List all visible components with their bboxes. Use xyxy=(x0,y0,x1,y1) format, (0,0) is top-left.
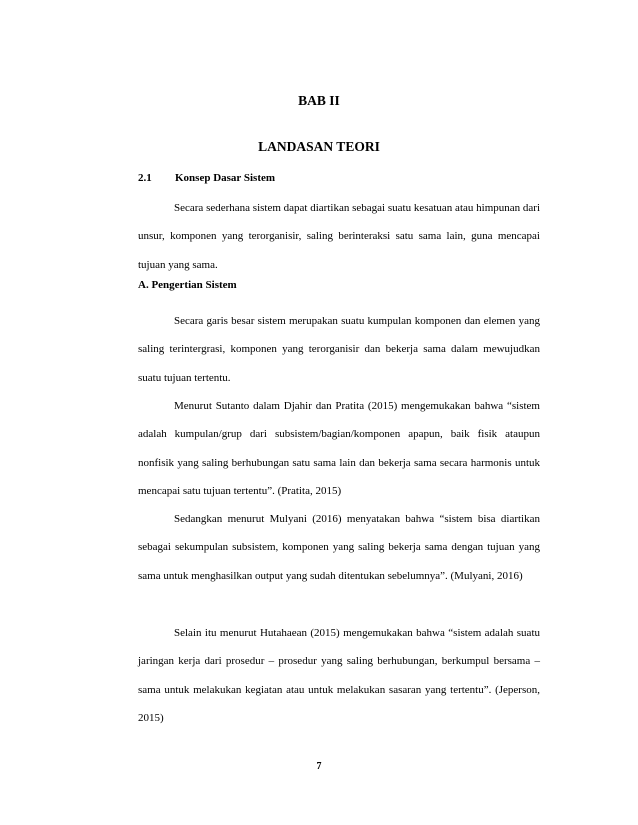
body-paragraph-1: Secara garis besar sistem merupakan suatu kumpulan komponen dan elemen yang saling terintergrasi, komponen yang terorganisir dan bekerja sama dalam mewujudkan suatu tujuan tertentu. xyxy=(138,315,540,384)
section-title: Konsep Dasar Sistem xyxy=(175,172,276,184)
subsection-heading: A. Pengertian Sistem xyxy=(138,279,237,291)
body-paragraph-3: Sedangkan menurut Mulyani (2016) menyatakan bahwa “sistem bisa diartikan sebagai sekumpulan subsistem, komponen yang saling bekerja sama dengan tujuan yang sama untuk menghasilkan output yang sudah ditentukan sebelumnya”. (Mulyani, 2016) xyxy=(138,513,540,582)
body-paragraph-2: Menurut Sutanto dalam Djahir dan Pratita (2015) mengemukakan bahwa “sistem adalah kumpulan/grup dari subsistem/bagian/komponen apapun, baik fisik ataupun nonfisik yang saling berhubungan satu sama lain dan bekerja sama secara harmonis untuk mencapai satu tujuan tertentu”. (Pratita, 2015) xyxy=(138,400,540,498)
section-heading xyxy=(138,172,275,184)
chapter-title: LANDASAN TEORI xyxy=(258,139,380,154)
section-intro-paragraph: Secara sederhana sistem dapat diartikan sebagai suatu kesatuan atau himpunan dari unsur, komponen yang terorganisir, saling berinteraksi satu sama lain, guna mencapai tujuan yang sama. xyxy=(138,202,540,271)
body-paragraph-4: Selain itu menurut Hutahaean (2015) mengemukakan bahwa “sistem adalah suatu jaringan kerja dari prosedur – prosedur yang saling berhubungan, berkumpul bersama – sama untuk melakukan kegiatan atau untuk melakukan sasaran yang tertentu”. (Jeperson, 2015) xyxy=(138,627,540,725)
chapter-label: BAB II xyxy=(298,93,340,108)
section-number: 2.1 xyxy=(138,172,152,184)
page-number: 7 xyxy=(316,761,322,772)
